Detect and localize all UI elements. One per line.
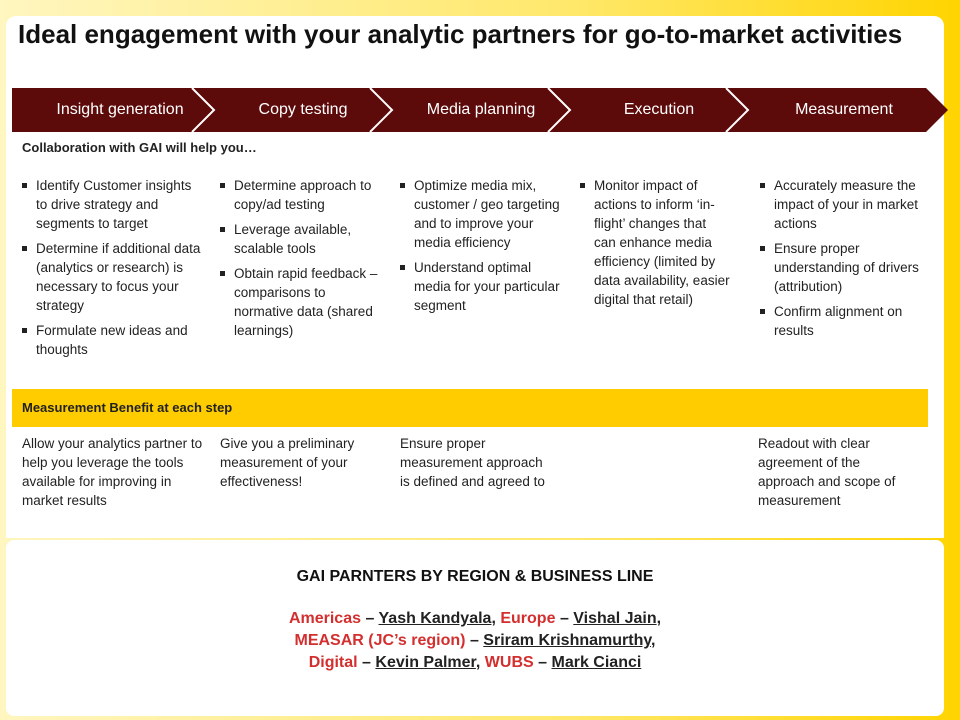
benefit-heading: Measurement Benefit at each step: [22, 400, 233, 415]
column-measurement: [760, 176, 924, 346]
column-copy-testing: [220, 176, 384, 346]
partner-link-measar[interactable]: Sriram Krishnamurthy: [483, 632, 652, 649]
partner-link-europe[interactable]: Vishal Jain: [573, 610, 657, 627]
column-insight-generation: [22, 176, 204, 365]
partner-link-americas[interactable]: Yash Kandyala: [378, 610, 492, 627]
partner-link-wubs[interactable]: Mark Cianci: [551, 654, 642, 671]
bullet-item: Formulate new ideas and thoughts: [22, 321, 204, 359]
dash-separator: –: [362, 654, 371, 671]
comma-separator: ,: [656, 610, 662, 627]
region-americas: Americas: [288, 610, 361, 627]
benefit-measurement: Readout with clear agreement of the approach and scope of measurement: [758, 436, 896, 508]
collaboration-heading: Collaboration with GAI will help you…: [22, 140, 257, 155]
step-label-measurement: Measurement: [795, 101, 893, 118]
bullet-item: Accurately measure the impact of your in market actions: [760, 176, 924, 233]
benefit-insight-generation: Allow your analytics partner to help you leverage the tools available for improving in market results: [22, 436, 203, 508]
bullet-item: Optimize media mix, customer / geo targeting and to improve your media efficiency: [400, 176, 564, 252]
comma-separator: ,: [651, 632, 656, 649]
dash-separator: –: [365, 610, 375, 627]
partners-line-2: [6, 630, 944, 652]
benefit-media-planning: Ensure proper measurement approach is defined and agreed to: [400, 436, 545, 489]
partners-section: [6, 566, 944, 674]
bullet-item: Ensure proper understanding of drivers (attribution): [760, 239, 924, 296]
region-measar: MEASAR (JC’s region): [294, 632, 466, 649]
step-label-copy-testing: Copy testing: [258, 101, 348, 118]
column-execution: [580, 176, 730, 315]
region-europe: Europe: [500, 610, 556, 627]
bullet-item: Determine if additional data (analytics or research) is necessary to focus your strategy: [22, 239, 204, 315]
benefit-copy-testing: Give you a preliminary measurement of your effectiveness!: [220, 436, 355, 489]
bullet-item: Understand optimal media for your particular segment: [400, 258, 564, 315]
dash-separator: –: [559, 610, 569, 627]
partners-line-3: [6, 652, 944, 674]
step-label-media-planning: Media planning: [426, 101, 536, 118]
bullet-item: Obtain rapid feedback – comparisons to normative data (shared learnings): [220, 264, 384, 340]
region-wubs: WUBS: [484, 654, 534, 671]
step-label-insight-generation: Insight generation: [56, 101, 184, 118]
region-digital: Digital: [308, 654, 358, 671]
partners-line-1: [6, 608, 944, 630]
dash-separator: –: [538, 654, 548, 671]
dash-separator: –: [469, 632, 479, 649]
partner-link-digital[interactable]: Kevin Palmer: [375, 654, 476, 671]
partners-heading: GAI PARNTERS BY REGION & BUSINESS LINE: [296, 568, 654, 585]
bullet-item: Monitor impact of actions to inform ‘in-flight’ changes that can enhance media efficiency (limited by data availability, easier digital that retail): [580, 176, 730, 309]
bullet-item: Confirm alignment on results: [760, 302, 924, 340]
bullet-item: Identify Customer insights to drive strategy and segments to target: [22, 176, 204, 233]
comma-separator: ,: [491, 610, 496, 627]
column-media-planning: [400, 176, 564, 321]
bullet-item: Determine approach to copy/ad testing: [220, 176, 384, 214]
step-label-execution: Execution: [623, 101, 695, 118]
page-title: Ideal engagement with your analytic partners for go-to-market activities: [18, 19, 903, 49]
comma-separator: ,: [475, 654, 481, 671]
bullet-item: Leverage available, scalable tools: [220, 220, 384, 258]
